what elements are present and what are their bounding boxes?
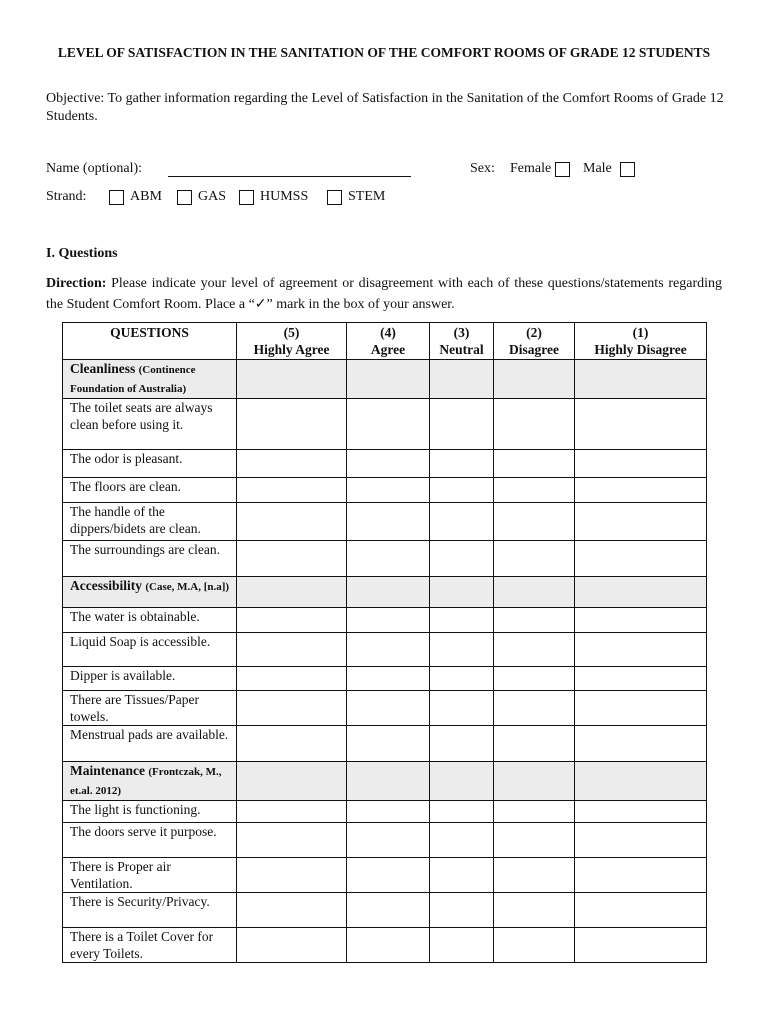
question-text: The water is obtainable. [63, 608, 237, 633]
strand-option-stem [327, 189, 385, 205]
category-row [63, 360, 707, 399]
rating-5-cell[interactable] [237, 928, 347, 963]
category-row [63, 577, 707, 608]
rating-5-cell[interactable] [237, 633, 347, 667]
category-name: Maintenance [70, 763, 145, 778]
rating-5-cell[interactable] [237, 801, 347, 823]
rating-3-cell[interactable] [430, 691, 494, 726]
rating-5-cell[interactable] [237, 823, 347, 858]
question-text: There is Proper air Ventilation. [63, 858, 237, 893]
rating-3-cell[interactable] [430, 726, 494, 762]
rating-4-cell[interactable] [347, 928, 430, 963]
strand-option-gas [177, 189, 226, 205]
sex-option-label: Male [583, 161, 612, 176]
rating-2-cell[interactable] [494, 823, 575, 858]
rating-5-cell[interactable] [237, 858, 347, 893]
rating-4-cell[interactable] [347, 726, 430, 762]
rating-2-cell[interactable] [494, 801, 575, 823]
rating-4-cell[interactable] [347, 801, 430, 823]
table-row [63, 633, 707, 667]
strand-option-humss [239, 189, 308, 205]
rating-3-cell[interactable] [430, 633, 494, 667]
abm-checkbox[interactable] [109, 190, 124, 205]
table-row [63, 726, 707, 762]
rating-3-cell[interactable] [430, 893, 494, 928]
rating-2-cell[interactable] [494, 608, 575, 633]
rating-5-cell[interactable] [237, 399, 347, 450]
question-text: The odor is pleasant. [63, 450, 237, 478]
category-row [63, 762, 707, 801]
rating-1-cell[interactable] [575, 399, 707, 450]
rating-3-cell[interactable] [430, 608, 494, 633]
objective-text: Objective: To gather information regarding the Level of Satisfaction in the Sanitation of the Comfort Rooms of Grade 12 Students. [46, 91, 724, 124]
rating-4-cell[interactable] [347, 823, 430, 858]
question-text: Menstrual pads are available. [63, 726, 237, 762]
question-text: The doors serve it purpose. [63, 823, 237, 858]
rating-5-cell[interactable] [237, 478, 347, 503]
table-row [63, 541, 707, 577]
category-label [63, 762, 237, 801]
category-blank-cell [494, 360, 575, 399]
rating-1-cell[interactable] [575, 691, 707, 726]
category-reference: (Frontczak, M., et.al. 2012) [70, 766, 222, 797]
category-blank-cell [494, 577, 575, 608]
rating-2-cell[interactable] [494, 691, 575, 726]
rating-1-cell[interactable] [575, 633, 707, 667]
sex-option-label: Female [510, 161, 552, 176]
category-blank-cell [575, 577, 707, 608]
category-name: Accessibility [70, 578, 142, 593]
rating-3-cell[interactable] [430, 801, 494, 823]
rating-4-cell[interactable] [347, 608, 430, 633]
table-row [63, 450, 707, 478]
rating-3-cell[interactable] [430, 928, 494, 963]
strand-option-label: GAS [198, 189, 227, 204]
direction-body: Please indicate your level of agreement or disagreement with each of these questions/statements regarding the Student Comfort Room. Place a “✓” mark in the box of your answer. [46, 276, 723, 312]
rating-4-cell[interactable] [347, 450, 430, 478]
category-blank-cell [347, 360, 430, 399]
rating-3-cell[interactable] [430, 541, 494, 577]
rating-4-cell[interactable] [347, 541, 430, 577]
category-blank-cell [575, 360, 707, 399]
category-blank-cell [347, 577, 430, 608]
table-row [63, 478, 707, 503]
rating-1-cell[interactable] [575, 858, 707, 893]
question-text: There are Tissues/Paper towels. [63, 691, 237, 726]
rating-3-cell[interactable] [430, 450, 494, 478]
rating-1-cell[interactable] [575, 450, 707, 478]
rating-5-cell[interactable] [237, 541, 347, 577]
rating-1-cell[interactable] [575, 503, 707, 541]
header-questions: QUESTIONS [63, 323, 237, 360]
rating-2-cell[interactable] [494, 726, 575, 762]
strand-label: Strand: [46, 189, 87, 204]
strand-option-abm [109, 189, 162, 205]
category-label [63, 360, 237, 399]
category-blank-cell [237, 360, 347, 399]
rating-1-cell[interactable] [575, 823, 707, 858]
rating-2-cell[interactable] [494, 928, 575, 963]
rating-2-cell[interactable] [494, 667, 575, 691]
rating-5-cell[interactable] [237, 503, 347, 541]
table-row [63, 691, 707, 726]
header-agree: (4) Agree [347, 323, 430, 360]
sex-option-female [510, 161, 570, 177]
rating-1-cell[interactable] [575, 541, 707, 577]
strand-option-label: HUMSS [260, 189, 309, 204]
rating-5-cell[interactable] [237, 691, 347, 726]
category-name: Cleanliness [70, 361, 136, 376]
category-blank-cell [237, 577, 347, 608]
question-text: Dipper is available. [63, 667, 237, 691]
category-label [63, 577, 237, 608]
question-text: The toilet seats are always clean before using it. [63, 399, 237, 450]
rating-4-cell[interactable] [347, 691, 430, 726]
question-text: There is a Toilet Cover for every Toilets. [63, 928, 237, 963]
rating-4-cell[interactable] [347, 478, 430, 503]
question-text: The light is functioning. [63, 801, 237, 823]
humss-checkbox[interactable] [239, 190, 254, 205]
sex-option-male [583, 161, 635, 177]
rating-4-cell[interactable] [347, 893, 430, 928]
section-heading: I. Questions [46, 246, 118, 261]
table-row [63, 801, 707, 823]
question-text: The surroundings are clean. [63, 541, 237, 577]
question-text: There is Security/Privacy. [63, 893, 237, 928]
category-blank-cell [430, 762, 494, 801]
rating-2-cell[interactable] [494, 503, 575, 541]
stem-checkbox[interactable] [327, 190, 342, 205]
strand-row [46, 189, 726, 209]
direction-label: Direction: [46, 276, 107, 291]
male-checkbox[interactable] [620, 162, 635, 177]
document-title: LEVEL OF SATISFACTION IN THE SANITATION OF THE COMFORT ROOMS OF GRADE 12 STUDENTS [57, 45, 711, 60]
table-row [63, 667, 707, 691]
question-text: The handle of the dippers/bidets are clean. [63, 503, 237, 541]
rating-1-cell[interactable] [575, 928, 707, 963]
header-highly-agree: (5) Highly Agree [237, 323, 347, 360]
category-reference: (Case, M.A, [n.a]) [145, 581, 230, 593]
rating-3-cell[interactable] [430, 667, 494, 691]
rating-2-cell[interactable] [494, 858, 575, 893]
rating-5-cell[interactable] [237, 608, 347, 633]
strand-option-label: STEM [348, 189, 386, 204]
rating-1-cell[interactable] [575, 801, 707, 823]
category-blank-cell [575, 762, 707, 801]
name-input-line[interactable] [168, 176, 411, 177]
strand-option-label: ABM [130, 189, 162, 204]
rating-3-cell[interactable] [430, 478, 494, 503]
sex-label: Sex: [470, 161, 495, 176]
rating-2-cell[interactable] [494, 399, 575, 450]
direction-text [46, 273, 722, 315]
rating-2-cell[interactable] [494, 478, 575, 503]
header-highly-disagree: (1) Highly Disagree [575, 323, 707, 360]
table-row [63, 858, 707, 893]
rating-3-cell[interactable] [430, 503, 494, 541]
table-row [63, 608, 707, 633]
name-sex-row [46, 161, 726, 181]
category-blank-cell [430, 577, 494, 608]
gas-checkbox[interactable] [177, 190, 192, 205]
questions-table [62, 322, 707, 963]
rating-2-cell[interactable] [494, 541, 575, 577]
category-blank-cell [237, 762, 347, 801]
rating-4-cell[interactable] [347, 667, 430, 691]
header-disagree: (2) Disagree [494, 323, 575, 360]
category-blank-cell [347, 762, 430, 801]
rating-2-cell[interactable] [494, 633, 575, 667]
table-row [63, 823, 707, 858]
rating-1-cell[interactable] [575, 893, 707, 928]
table-row [63, 893, 707, 928]
rating-4-cell[interactable] [347, 399, 430, 450]
rating-4-cell[interactable] [347, 858, 430, 893]
rating-1-cell[interactable] [575, 608, 707, 633]
table-row [63, 399, 707, 450]
rating-4-cell[interactable] [347, 633, 430, 667]
rating-1-cell[interactable] [575, 667, 707, 691]
female-checkbox[interactable] [555, 162, 570, 177]
rating-5-cell[interactable] [237, 893, 347, 928]
rating-3-cell[interactable] [430, 858, 494, 893]
category-blank-cell [494, 762, 575, 801]
question-text: Liquid Soap is accessible. [63, 633, 237, 667]
header-neutral: (3) Neutral [430, 323, 494, 360]
table-row [63, 928, 707, 963]
rating-2-cell[interactable] [494, 450, 575, 478]
name-label: Name (optional): [46, 161, 143, 176]
rating-2-cell[interactable] [494, 893, 575, 928]
question-text: The floors are clean. [63, 478, 237, 503]
rating-5-cell[interactable] [237, 450, 347, 478]
rating-5-cell[interactable] [237, 726, 347, 762]
category-blank-cell [430, 360, 494, 399]
rating-1-cell[interactable] [575, 726, 707, 762]
table-header-row [63, 323, 707, 360]
rating-5-cell[interactable] [237, 667, 347, 691]
category-reference: (Continence Foundation of Australia) [70, 364, 196, 395]
rating-3-cell[interactable] [430, 823, 494, 858]
rating-4-cell[interactable] [347, 503, 430, 541]
rating-3-cell[interactable] [430, 399, 494, 450]
table-row [63, 503, 707, 541]
questions-body [63, 360, 707, 963]
rating-1-cell[interactable] [575, 478, 707, 503]
